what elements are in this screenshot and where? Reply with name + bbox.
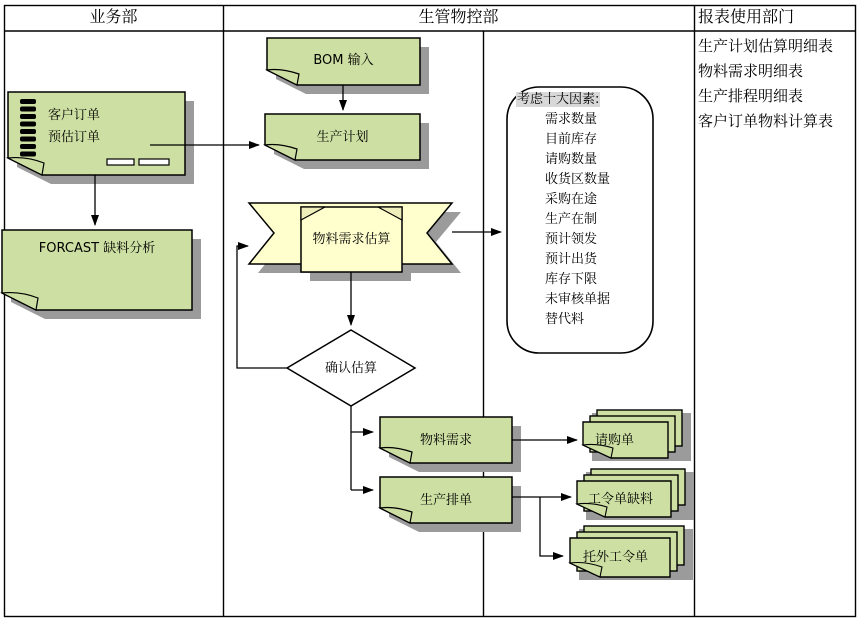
report-item: 客户订单物料计算表	[698, 112, 834, 130]
work-order-shortage-label: 工令单缺料	[588, 492, 654, 507]
customer-order-shape[interactable]	[8, 92, 194, 184]
factor-item: 请购数量	[545, 152, 598, 167]
report-item: 物料需求明细表	[698, 62, 804, 80]
lane-header-report-users: 报表使用部门	[698, 7, 795, 26]
customer-order-label-line1: 客户订单	[48, 108, 101, 123]
forcast-analysis-label: FORCAST 缺料分析	[38, 241, 156, 256]
purchase-requisition-label: 请购单	[595, 433, 635, 448]
production-plan-label: 生产计划	[316, 130, 369, 145]
lane-header-business: 业务部	[89, 7, 138, 26]
factor-item: 生产在制	[545, 212, 598, 227]
factor-item: 预计出货	[545, 252, 598, 267]
report-item: 生产排程明细表	[698, 87, 804, 105]
customer-order-label-line2: 预估订单	[48, 130, 101, 145]
factor-item: 收货区数量	[545, 172, 611, 187]
ten-factors-text	[507, 90, 653, 330]
bom-input-label: BOM 输入	[313, 53, 374, 68]
factor-item: 预计领发	[545, 232, 598, 247]
material-demand-label: 物料需求	[419, 433, 472, 448]
factor-item: 采购在途	[545, 192, 598, 207]
report-item: 生产计划估算明细表	[698, 37, 834, 55]
ten-factors-title: 考虑十大因素:	[517, 92, 600, 107]
factor-item: 库存下限	[545, 272, 598, 287]
material-demand-estimate-label: 物料需求估算	[312, 232, 391, 247]
confirm-estimate-label: 确认估算	[324, 361, 377, 376]
factor-item: 目前库存	[545, 132, 598, 147]
factor-item: 需求数量	[545, 112, 598, 127]
lane-header-production-control: 生管物控部	[418, 7, 499, 26]
factor-item: 未审核单据	[545, 292, 611, 307]
edge-to-outsourced	[540, 497, 563, 556]
report-list	[698, 34, 833, 134]
outsourced-work-order-label: 托外工令单	[583, 550, 649, 565]
factor-item: 替代料	[545, 312, 585, 327]
production-scheduling-label: 生产排单	[419, 493, 472, 508]
